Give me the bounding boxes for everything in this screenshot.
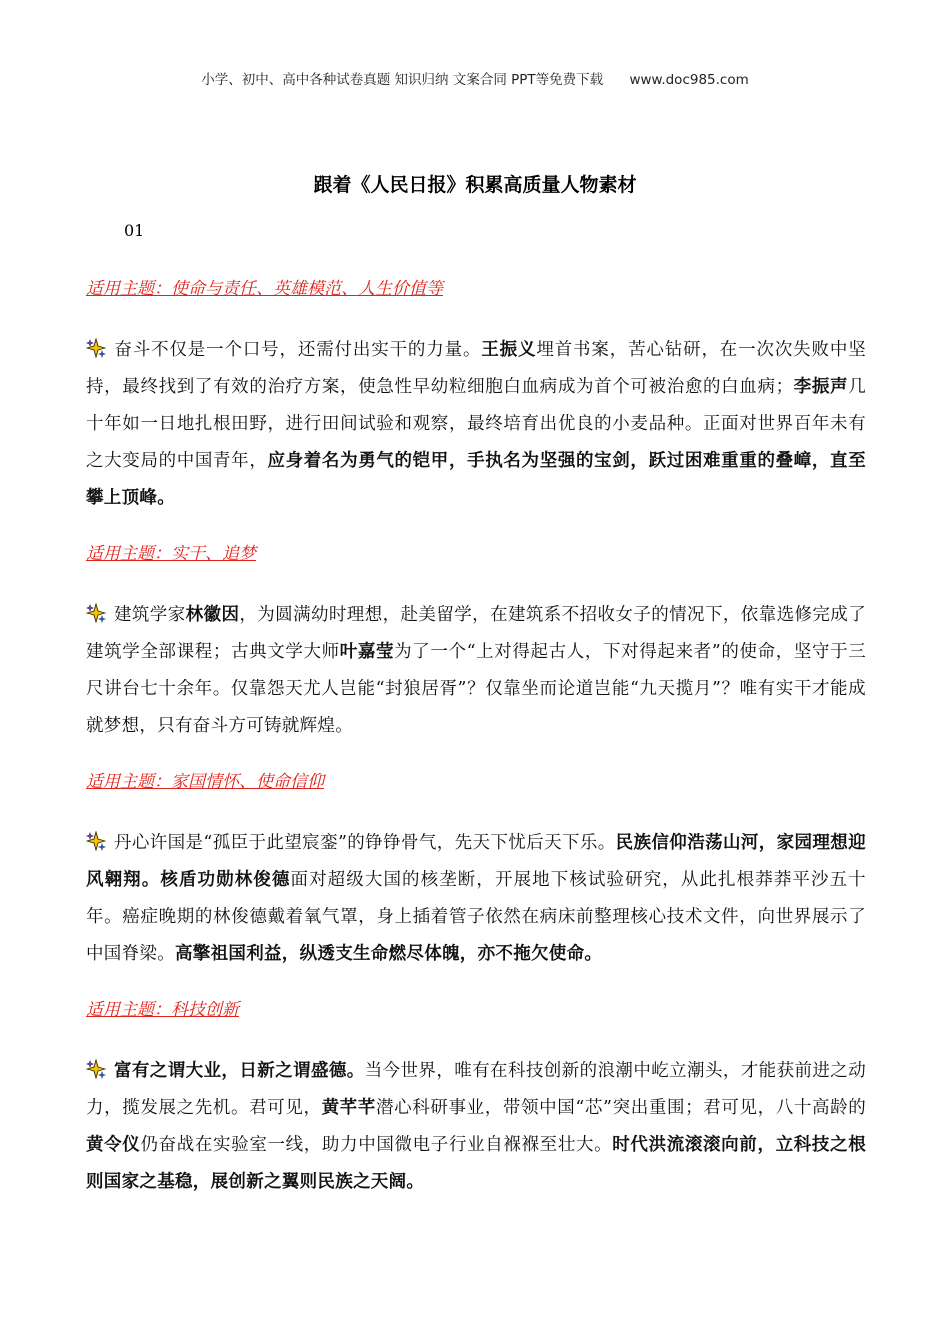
body-text: 当今世界，唯有在科技创新的浪潮中屹立潮头，才能获前进之动力，揽发展之先机。君可见， [86, 1061, 867, 1118]
body-text: 仍奋战在实验室一线，助力中国微电子行业自褓褓至壮大。 [140, 1135, 613, 1155]
emphasis-text: 富有之谓大业，日新之谓盛德。 [113, 1061, 365, 1081]
body-text: 几十年如一日地扎根田野，进行田间试验和观察，最终培育出优良的小麦品种。正面对世界百年未有之大变局的中国青年， [86, 377, 866, 471]
material-paragraph [86, 825, 866, 973]
emphasis-text: 林徽因 [185, 605, 240, 625]
page-header [0, 68, 950, 88]
body-text: 潜心科研事业，带领中国“芯”突出重围；君可见，八十高龄的 [375, 1098, 866, 1118]
sparkle-icon [86, 1059, 106, 1079]
document-title: 跟着《人民日报》积累高质量人物素材 [313, 174, 637, 196]
emphasis-text: 王振义 [481, 340, 537, 360]
material-paragraph [86, 1053, 866, 1201]
body-text: 丹心许国是“孤臣于此望宸銮”的铮铮骨气，先天下忧后天下乐。 [113, 833, 616, 853]
body-text: 建筑学家 [113, 605, 186, 625]
theme-heading: 适用主题：使命与责任、英雄模范、人生价值等 [86, 279, 443, 299]
theme-heading: 适用主题：家国情怀、使命信仰 [86, 772, 324, 792]
sparkle-icon [86, 338, 106, 358]
sparkle-icon [86, 831, 106, 851]
body-text: 面对超级大国的核垄断，开展地下核试验研究，从此扎根莽莽平沙五十年。癌症晚期的林俊德戴着氧气罩，身上插着管子依然在病床前整理核心技术文件，向世界展示了中国脊梁。 [86, 870, 866, 964]
emphasis-text: 叶嘉莹 [339, 642, 395, 662]
body-text: ，为圆满幼时理想，赴美留学，在建筑系不招收女子的情况下，依靠选修完成了建筑学全部课程；古典文学大师 [86, 605, 867, 662]
header-site-link[interactable]: www.doc985.com [629, 72, 749, 88]
emphasis-text: 高擎祖国利益，纵透支生命燃尽体魄，亦不拖欠使命。 [175, 944, 603, 964]
emphasis-text: 黄芊芊 [321, 1098, 376, 1118]
theme-heading: 适用主题：科技创新 [86, 1000, 239, 1020]
emphasis-text: 时代洪流滚滚向前，立科技之根则国家之基稳，展创新之翼则民族之天阔。 [86, 1135, 866, 1192]
document-body [86, 272, 866, 1221]
material-paragraph [86, 597, 866, 745]
emphasis-text: 黄令仪 [86, 1135, 141, 1155]
emphasis-text: 李振声 [793, 377, 849, 397]
body-text: 奋斗不仅是一个口号，还需付出实干的力量。 [114, 340, 482, 360]
body-text: 为了一个“上对得起古人，下对得起来者”的使命，坚守于三尺讲台七十余年。仅靠怨天尤人岂能“封狼居胥”？仅靠坐而论道岂能“九天揽月”？唯有实干才能成就梦想，只有奋斗方可铸就辉煌。 [86, 642, 866, 736]
emphasis-text: 应身着名为勇气的铠甲，手执名为坚强的宝剑，跃过困难重重的叠嶂，直至攀上顶峰。 [86, 451, 867, 508]
sparkle-icon [86, 603, 106, 623]
header-text: 小学、初中、高中各种试卷真题 知识归纳 文案合同 PPT等免费下载 [201, 72, 604, 88]
section-number: 01 [124, 221, 145, 240]
theme-heading: 适用主题：实干、追梦 [86, 544, 256, 564]
body-text: 埋首书案，苦心钻研，在一次次失败中坚持，最终找到了有效的治疗方案，使急性早幼粒细胞白血病成为首个可被治愈的白血病； [86, 340, 867, 397]
emphasis-text: 民族信仰浩荡山河，家园理想迎风翱翔。核盾功勋林俊德 [86, 833, 866, 890]
material-paragraph [86, 332, 866, 517]
